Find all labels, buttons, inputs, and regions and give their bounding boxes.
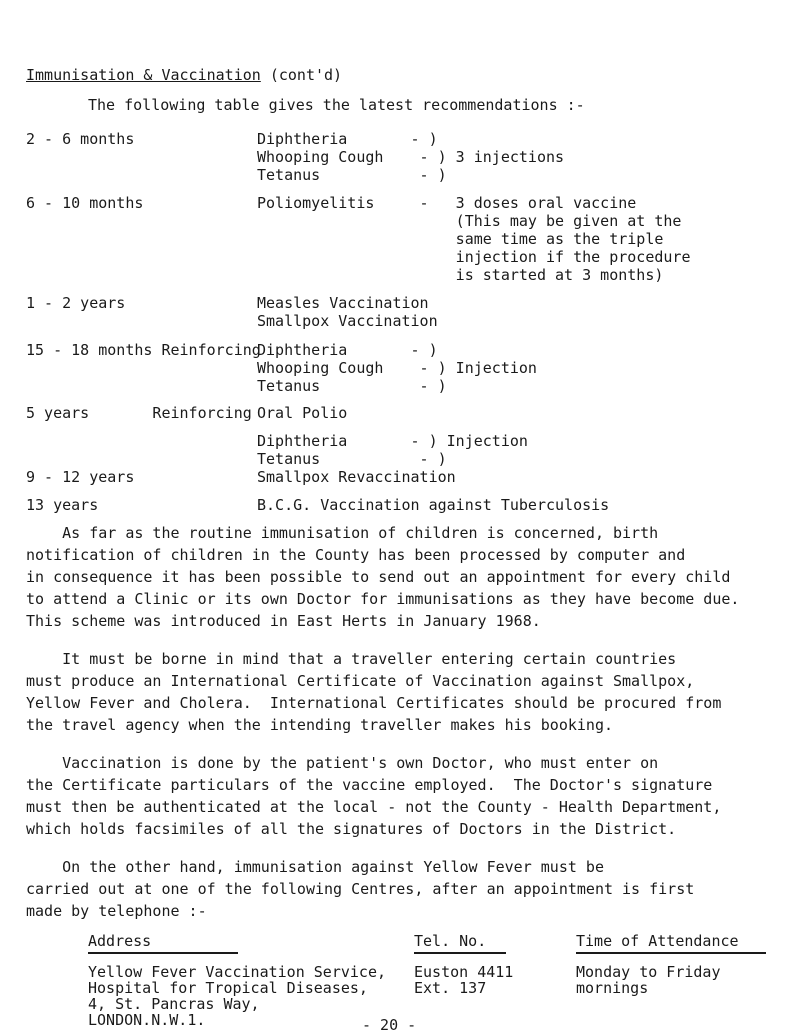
- header-underline: [88, 952, 238, 954]
- schedule-line: (This may be given at the: [257, 212, 682, 230]
- centre-address: Yellow Fever Vaccination Service, Hospital for Tropical Diseases, 4, St. Pancras Way, LONDON.N.W.1.: [88, 963, 387, 1029]
- schedule-line: Diphtheria - ): [257, 341, 438, 359]
- schedule-age: 13 years: [26, 496, 99, 514]
- header-underline: [414, 952, 506, 954]
- schedule-line: Whooping Cough - ) 3 injections: [257, 148, 565, 166]
- schedule-line: Tetanus - ): [257, 166, 447, 184]
- paragraph-vaccination-doctor: Vaccination is done by the patient's own Doctor, who must enter on the Certificate particulars of the vaccine employed. The Doctor's signature must then be authenticated at the local - not the County - Health Department, which holds facsimiles of all the signatures of Doctors in the District.: [26, 754, 722, 838]
- schedule-line: Tetanus - ): [257, 377, 447, 395]
- schedule-line: Measles Vaccination: [257, 294, 429, 312]
- schedule-line: Oral Polio: [257, 404, 348, 422]
- schedule-age: 9 - 12 years: [26, 468, 135, 486]
- page-number: - 20 -: [362, 1016, 417, 1034]
- schedule-age: 6 - 10 months: [26, 194, 144, 212]
- column-header-address: Address: [88, 932, 152, 950]
- schedule-line: Whooping Cough - ) Injection: [257, 359, 537, 377]
- schedule-line: injection if the procedure: [257, 248, 691, 266]
- paragraph-routine-immunisation: As far as the routine immunisation of children is concerned, birth notification of children in the County has been processed by computer and in consequence it has been possible to send out an appointment for every child to attend a Clinic or its own Doctor for immunisations as they have become due. This scheme was introduced in East Herts in January 1968.: [26, 524, 740, 630]
- paragraph-yellow-fever: On the other hand, immunisation against Yellow Fever must be carried out at one of the following Centres, after an appointment is first made by telephone :-: [26, 858, 695, 920]
- schedule-age: 15 - 18 months Reinforcing: [26, 341, 261, 359]
- column-header-time: Time of Attendance: [576, 932, 739, 950]
- schedule-line: is started at 3 months): [257, 266, 664, 284]
- schedule-age: 2 - 6 months: [26, 130, 135, 148]
- centre-tel: Euston 4411 Ext. 137: [414, 963, 514, 997]
- schedule-line: B.C.G. Vaccination against Tuberculosis: [257, 496, 610, 514]
- paragraph-international-certificate: It must be borne in mind that a traveller entering certain countries must produce an International Certificate of Vaccination against Smallpox, Yellow Fever and Cholera. International Certificates should be procured from the travel agency when the intending traveller makes his booking.: [26, 650, 722, 734]
- schedule-age: 1 - 2 years: [26, 294, 126, 312]
- schedule-age: 5 years Reinforcing: [26, 404, 252, 422]
- centre-time: Monday to Friday mornings: [576, 963, 721, 997]
- schedule-line: Smallpox Vaccination: [257, 312, 438, 330]
- schedule-line: Diphtheria - ) Injection: [257, 432, 528, 450]
- schedule-line: Smallpox Revaccination: [257, 468, 456, 486]
- header-underline: [576, 952, 766, 954]
- page-title: Immunisation & Vaccination: [26, 66, 261, 84]
- schedule-line: same time as the triple: [257, 230, 664, 248]
- page-title-suffix: (cont'd): [260, 66, 343, 84]
- schedule-line: Poliomyelitis - 3 doses oral vaccine: [257, 194, 637, 212]
- intro-text: The following table gives the latest recommendations :-: [88, 96, 585, 114]
- schedule-line: Diphtheria - ): [257, 130, 438, 148]
- page-heading: [26, 66, 342, 84]
- column-header-tel: Tel. No.: [414, 932, 487, 950]
- schedule-line: Tetanus - ): [257, 450, 447, 468]
